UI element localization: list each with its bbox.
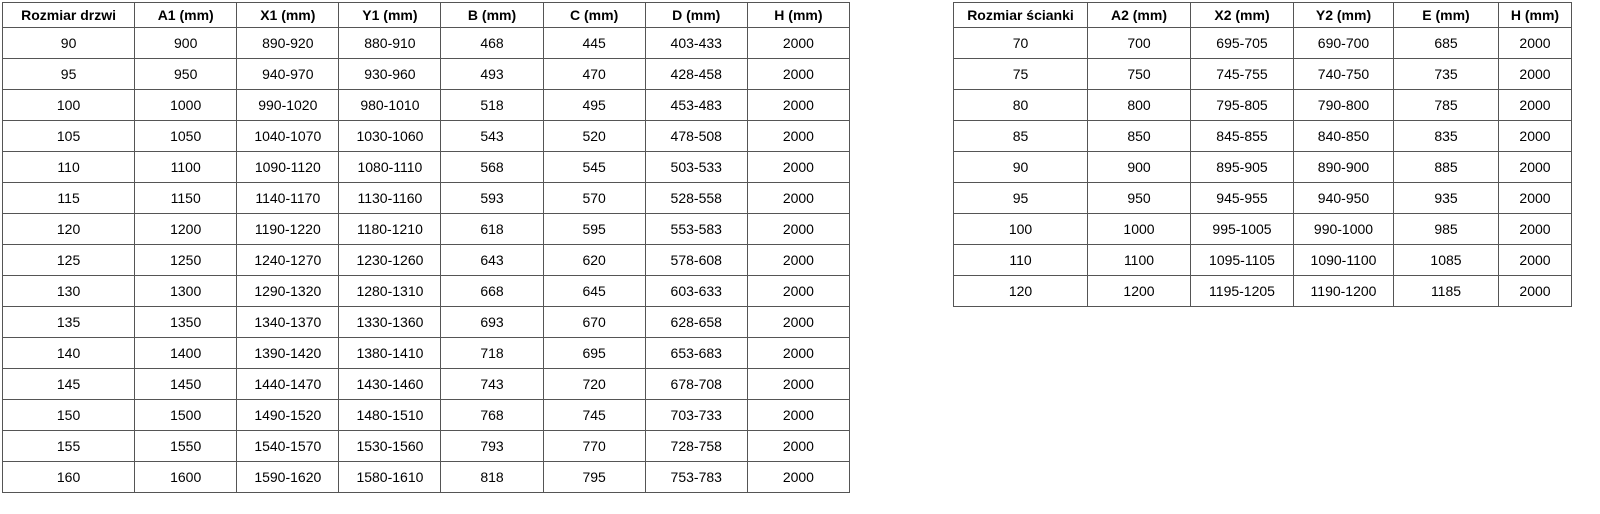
door-size-table-header <box>3 3 850 28</box>
table-cell: 90 <box>954 152 1088 183</box>
table-cell: 2000 <box>747 121 849 152</box>
table-row <box>954 245 1572 276</box>
table-cell: 1400 <box>135 338 237 369</box>
table-cell: 1030-1060 <box>339 121 441 152</box>
table-row <box>954 183 1572 214</box>
table-cell: 768 <box>441 400 543 431</box>
table-cell: 645 <box>543 276 645 307</box>
table-cell: 618 <box>441 214 543 245</box>
column-header: H (mm) <box>1499 3 1572 28</box>
table-cell: 100 <box>3 90 135 121</box>
door-size-table-body <box>3 28 850 493</box>
header-row <box>954 3 1572 28</box>
table-cell: 2000 <box>1499 214 1572 245</box>
table-cell: 720 <box>543 369 645 400</box>
table-row <box>954 214 1572 245</box>
table-cell: 1230-1260 <box>339 245 441 276</box>
table-cell: 743 <box>441 369 543 400</box>
table-row <box>954 121 1572 152</box>
table-cell: 1195-1205 <box>1191 276 1294 307</box>
table-cell: 940-970 <box>237 59 339 90</box>
table-cell: 895-905 <box>1191 152 1294 183</box>
table-cell: 995-1005 <box>1191 214 1294 245</box>
table-cell: 543 <box>441 121 543 152</box>
table-cell: 495 <box>543 90 645 121</box>
table-cell: 2000 <box>747 28 849 59</box>
table-cell: 643 <box>441 245 543 276</box>
table-cell: 1330-1360 <box>339 307 441 338</box>
table-cell: 2000 <box>1499 28 1572 59</box>
wall-size-table-body <box>954 28 1572 307</box>
table-cell: 135 <box>3 307 135 338</box>
table-cell: 150 <box>3 400 135 431</box>
table-cell: 130 <box>3 276 135 307</box>
table-cell: 453-483 <box>645 90 747 121</box>
table-cell: 818 <box>441 462 543 493</box>
table-cell: 728-758 <box>645 431 747 462</box>
table-cell: 745 <box>543 400 645 431</box>
table-cell: 1390-1420 <box>237 338 339 369</box>
table-cell: 950 <box>135 59 237 90</box>
table-cell: 2000 <box>747 214 849 245</box>
table-cell: 850 <box>1088 121 1191 152</box>
table-cell: 1150 <box>135 183 237 214</box>
table-row <box>954 28 1572 59</box>
table-cell: 115 <box>3 183 135 214</box>
door-size-table <box>2 2 850 493</box>
table-cell: 90 <box>3 28 135 59</box>
table-cell: 2000 <box>747 276 849 307</box>
table-row <box>3 400 850 431</box>
table-cell: 2000 <box>747 307 849 338</box>
table-cell: 110 <box>954 245 1088 276</box>
table-cell: 950 <box>1088 183 1191 214</box>
table-cell: 603-633 <box>645 276 747 307</box>
table-cell: 670 <box>543 307 645 338</box>
column-header: C (mm) <box>543 3 645 28</box>
table-cell: 1250 <box>135 245 237 276</box>
table-cell: 718 <box>441 338 543 369</box>
column-header: B (mm) <box>441 3 543 28</box>
table-row <box>3 152 850 183</box>
column-header: H (mm) <box>747 3 849 28</box>
table-cell: 2000 <box>747 400 849 431</box>
table-cell: 945-955 <box>1191 183 1294 214</box>
table-cell: 700 <box>1088 28 1191 59</box>
table-cell: 1130-1160 <box>339 183 441 214</box>
table-cell: 528-558 <box>645 183 747 214</box>
table-cell: 1300 <box>135 276 237 307</box>
table-cell: 753-783 <box>645 462 747 493</box>
table-cell: 70 <box>954 28 1088 59</box>
table-cell: 155 <box>3 431 135 462</box>
table-cell: 795 <box>543 462 645 493</box>
column-header: A1 (mm) <box>135 3 237 28</box>
table-cell: 1340-1370 <box>237 307 339 338</box>
table-cell: 1540-1570 <box>237 431 339 462</box>
table-cell: 2000 <box>1499 152 1572 183</box>
table-cell: 840-850 <box>1294 121 1394 152</box>
table-row <box>954 152 1572 183</box>
table-cell: 493 <box>441 59 543 90</box>
table-cell: 1095-1105 <box>1191 245 1294 276</box>
table-cell: 985 <box>1394 214 1499 245</box>
table-cell: 403-433 <box>645 28 747 59</box>
table-cell: 1350 <box>135 307 237 338</box>
table-cell: 478-508 <box>645 121 747 152</box>
table-row <box>3 121 850 152</box>
table-cell: 695-705 <box>1191 28 1294 59</box>
table-cell: 470 <box>543 59 645 90</box>
column-header: Rozmiar ścianki <box>954 3 1088 28</box>
table-row <box>3 462 850 493</box>
table-cell: 930-960 <box>339 59 441 90</box>
table-cell: 845-855 <box>1191 121 1294 152</box>
table-row <box>954 59 1572 90</box>
table-cell: 880-910 <box>339 28 441 59</box>
table-row <box>3 59 850 90</box>
table-row <box>3 28 850 59</box>
header-row <box>3 3 850 28</box>
table-cell: 2000 <box>1499 90 1572 121</box>
table-cell: 1590-1620 <box>237 462 339 493</box>
table-cell: 2000 <box>747 245 849 276</box>
table-cell: 593 <box>441 183 543 214</box>
column-header: Y1 (mm) <box>339 3 441 28</box>
table-cell: 1040-1070 <box>237 121 339 152</box>
table-cell: 1190-1220 <box>237 214 339 245</box>
table-cell: 1430-1460 <box>339 369 441 400</box>
table-cell: 100 <box>954 214 1088 245</box>
table-cell: 990-1020 <box>237 90 339 121</box>
table-cell: 2000 <box>747 59 849 90</box>
table-cell: 120 <box>3 214 135 245</box>
table-row <box>954 276 1572 307</box>
table-cell: 95 <box>3 59 135 90</box>
table-cell: 1050 <box>135 121 237 152</box>
table-cell: 1580-1610 <box>339 462 441 493</box>
table-cell: 620 <box>543 245 645 276</box>
table-cell: 735 <box>1394 59 1499 90</box>
table-cell: 1600 <box>135 462 237 493</box>
table-cell: 2000 <box>1499 245 1572 276</box>
table-cell: 695 <box>543 338 645 369</box>
table-cell: 160 <box>3 462 135 493</box>
table-cell: 545 <box>543 152 645 183</box>
table-cell: 1100 <box>135 152 237 183</box>
table-cell: 785 <box>1394 90 1499 121</box>
table-cell: 468 <box>441 28 543 59</box>
table-cell: 685 <box>1394 28 1499 59</box>
table-cell: 75 <box>954 59 1088 90</box>
table-cell: 1180-1210 <box>339 214 441 245</box>
table-cell: 2000 <box>747 183 849 214</box>
table-cell: 885 <box>1394 152 1499 183</box>
table-row <box>3 307 850 338</box>
table-cell: 1450 <box>135 369 237 400</box>
table-cell: 578-608 <box>645 245 747 276</box>
table-cell: 900 <box>1088 152 1191 183</box>
table-cell: 553-583 <box>645 214 747 245</box>
table-cell: 520 <box>543 121 645 152</box>
table-cell: 1440-1470 <box>237 369 339 400</box>
table-cell: 1085 <box>1394 245 1499 276</box>
table-cell: 2000 <box>1499 59 1572 90</box>
table-cell: 145 <box>3 369 135 400</box>
table-cell: 568 <box>441 152 543 183</box>
table-cell: 1480-1510 <box>339 400 441 431</box>
table-row <box>3 369 850 400</box>
table-cell: 653-683 <box>645 338 747 369</box>
table-cell: 1550 <box>135 431 237 462</box>
table-cell: 120 <box>954 276 1088 307</box>
table-cell: 628-658 <box>645 307 747 338</box>
table-cell: 1280-1310 <box>339 276 441 307</box>
table-cell: 1190-1200 <box>1294 276 1394 307</box>
column-header: X1 (mm) <box>237 3 339 28</box>
column-header: Rozmiar drzwi <box>3 3 135 28</box>
table-cell: 1000 <box>1088 214 1191 245</box>
table-cell: 570 <box>543 183 645 214</box>
table-cell: 835 <box>1394 121 1499 152</box>
table-cell: 990-1000 <box>1294 214 1394 245</box>
table-row <box>3 338 850 369</box>
table-cell: 1290-1320 <box>237 276 339 307</box>
wall-size-table <box>953 2 1572 307</box>
table-cell: 2000 <box>1499 183 1572 214</box>
table-cell: 750 <box>1088 59 1191 90</box>
table-cell: 503-533 <box>645 152 747 183</box>
table-cell: 740-750 <box>1294 59 1394 90</box>
table-cell: 935 <box>1394 183 1499 214</box>
table-cell: 1080-1110 <box>339 152 441 183</box>
wall-size-table-header <box>954 3 1572 28</box>
table-cell: 80 <box>954 90 1088 121</box>
column-header: D (mm) <box>645 3 747 28</box>
table-cell: 428-458 <box>645 59 747 90</box>
table-cell: 693 <box>441 307 543 338</box>
table-cell: 595 <box>543 214 645 245</box>
table-cell: 1380-1410 <box>339 338 441 369</box>
table-cell: 2000 <box>747 90 849 121</box>
table-cell: 110 <box>3 152 135 183</box>
table-cell: 2000 <box>1499 276 1572 307</box>
table-cell: 793 <box>441 431 543 462</box>
table-cell: 678-708 <box>645 369 747 400</box>
table-cell: 85 <box>954 121 1088 152</box>
table-cell: 800 <box>1088 90 1191 121</box>
table-cell: 703-733 <box>645 400 747 431</box>
table-cell: 980-1010 <box>339 90 441 121</box>
column-header: A2 (mm) <box>1088 3 1191 28</box>
table-row <box>3 214 850 245</box>
table-cell: 125 <box>3 245 135 276</box>
table-cell: 668 <box>441 276 543 307</box>
table-cell: 518 <box>441 90 543 121</box>
table-cell: 95 <box>954 183 1088 214</box>
table-cell: 1090-1120 <box>237 152 339 183</box>
table-cell: 1000 <box>135 90 237 121</box>
table-cell: 745-755 <box>1191 59 1294 90</box>
column-header: X2 (mm) <box>1191 3 1294 28</box>
table-cell: 140 <box>3 338 135 369</box>
table-cell: 1140-1170 <box>237 183 339 214</box>
column-header: E (mm) <box>1394 3 1499 28</box>
column-header: Y2 (mm) <box>1294 3 1394 28</box>
table-cell: 795-805 <box>1191 90 1294 121</box>
table-row <box>3 245 850 276</box>
table-cell: 890-920 <box>237 28 339 59</box>
table-cell: 1490-1520 <box>237 400 339 431</box>
table-cell: 690-700 <box>1294 28 1394 59</box>
table-cell: 790-800 <box>1294 90 1394 121</box>
table-cell: 105 <box>3 121 135 152</box>
table-cell: 770 <box>543 431 645 462</box>
table-cell: 1240-1270 <box>237 245 339 276</box>
table-cell: 900 <box>135 28 237 59</box>
table-row <box>3 431 850 462</box>
table-cell: 2000 <box>747 462 849 493</box>
table-cell: 890-900 <box>1294 152 1394 183</box>
table-cell: 1100 <box>1088 245 1191 276</box>
table-cell: 1500 <box>135 400 237 431</box>
table-cell: 2000 <box>747 338 849 369</box>
table-cell: 940-950 <box>1294 183 1394 214</box>
table-row <box>954 90 1572 121</box>
table-cell: 2000 <box>1499 121 1572 152</box>
table-cell: 1090-1100 <box>1294 245 1394 276</box>
table-cell: 2000 <box>747 431 849 462</box>
table-cell: 2000 <box>747 369 849 400</box>
table-row <box>3 90 850 121</box>
table-cell: 1185 <box>1394 276 1499 307</box>
table-row <box>3 183 850 214</box>
table-row <box>3 276 850 307</box>
table-cell: 1530-1560 <box>339 431 441 462</box>
table-cell: 1200 <box>1088 276 1191 307</box>
table-cell: 2000 <box>747 152 849 183</box>
table-cell: 445 <box>543 28 645 59</box>
table-cell: 1200 <box>135 214 237 245</box>
